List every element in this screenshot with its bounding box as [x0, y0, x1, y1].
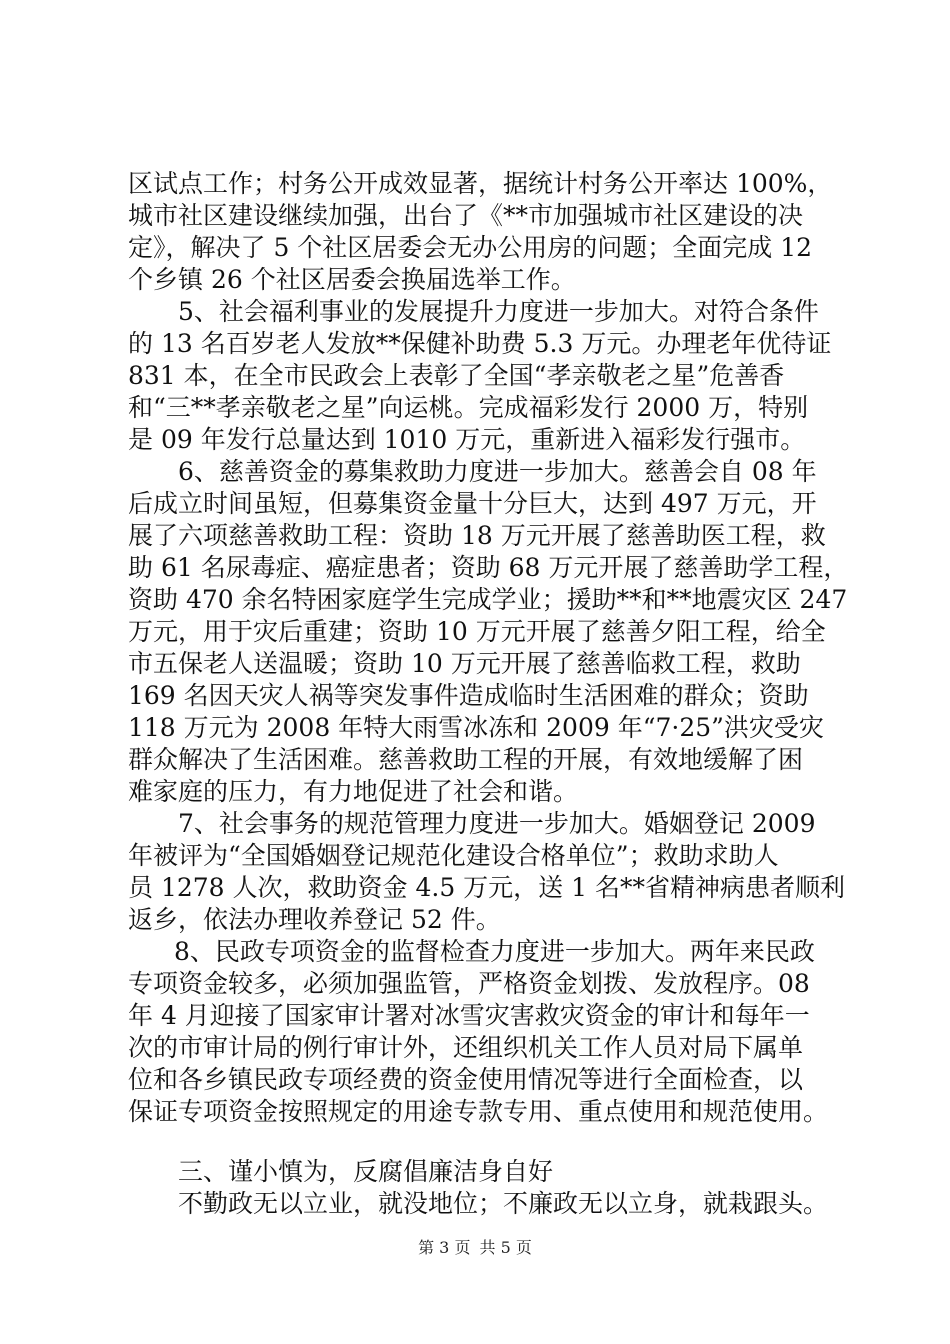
text-line: 城市社区建设继续加强，出台了《**市加强城市社区建设的决	[128, 201, 804, 230]
text-line: 169 名因天灾人祸等突发事件造成临时生活困难的群众；资助	[128, 681, 809, 710]
text-line: 区试点工作；村务公开成效显著，据统计村务公开率达 100%，	[128, 169, 833, 198]
paragraph-start: 不勤政无以立业，就没地位；不廉政无以立身，就栽跟头。	[178, 1189, 829, 1218]
text-line: 个乡镇 26 个社区居委会换届选举工作。	[128, 265, 576, 294]
text-line: 位和各乡镇民政专项经费的资金使用情况等进行全面检查，以	[128, 1065, 804, 1094]
text-line: 保证专项资金按照规定的用途专款专用、重点使用和规范使用。	[128, 1097, 829, 1126]
text-line: 市五保老人送温暖；资助 10 万元开展了慈善临救工程，救助	[128, 649, 801, 678]
text-line: 员 1278 人次，救助资金 4.5 万元，送 1 名**省精神病患者顺利	[128, 873, 845, 902]
page-number: 第 3 页	[418, 1238, 471, 1257]
text-line: 资助 470 余名特困家庭学生完成学业；援助**和**地震灾区 247	[128, 585, 848, 614]
text-line: 定》，解决了 5 个社区居委会无办公用房的问题；全面完成 12	[128, 233, 813, 262]
text-line: 展了六项慈善救助工程：资助 18 万元开展了慈善助医工程，救	[128, 521, 826, 550]
page-footer	[0, 1238, 950, 1258]
text-line: 专项资金较多，必须加强监管，严格资金划拨、发放程序。08	[128, 969, 810, 998]
paragraph-7-start: 7、社会事务的规范管理力度进一步加大。婚姻登记 2009	[178, 809, 816, 838]
text-line: 返乡，依法办理收养登记 52 件。	[128, 905, 501, 934]
text-line: 118 万元为 2008 年特大雨雪冰冻和 2009 年“7·25”洪灾受灾	[128, 713, 824, 742]
text-line: 次的市审计局的例行审计外，还组织机关工作人员对局下属单	[128, 1033, 804, 1062]
paragraph-5-start: 5、社会福利事业的发展提升力度进一步加大。对符合条件	[178, 297, 819, 326]
text-line: 是 09 年发行总量达到 1010 万元，重新进入福彩发行强市。	[128, 425, 806, 454]
text-line: 831 本，在全市民政会上表彰了全国“孝亲敬老之星”危善香	[128, 361, 785, 390]
page-total: 共 5 页	[479, 1238, 532, 1257]
text-line: 年被评为“全国婚姻登记规范化建设合格单位”；救助求助人	[128, 841, 779, 870]
paragraph-8-start: 8、民政专项资金的监督检查力度进一步加大。两年来民政	[174, 937, 815, 966]
section-gap	[128, 1128, 858, 1156]
text-line: 万元，用于灾后重建；资助 10 万元开展了慈善夕阳工程，给全	[128, 617, 826, 646]
text-line: 群众解决了生活困难。慈善救助工程的开展，有效地缓解了困	[128, 745, 804, 774]
text-line: 年 4 月迎接了国家审计署对冰雪灾害救灾资金的审计和每年一	[128, 1001, 810, 1030]
paragraph-6-start: 6、慈善资金的募集救助力度进一步加大。慈善会自 08 年	[178, 457, 817, 486]
text-line: 和“三**孝亲敬老之星”向运桃。完成福彩发行 2000 万，特别	[128, 393, 809, 422]
document-body	[128, 168, 858, 1220]
text-line: 后成立时间虽短，但募集资金量十分巨大，达到 497 万元，开	[128, 489, 817, 518]
text-line: 的 13 名百岁老人发放**保健补助费 5.3 万元。办理老年优待证	[128, 329, 832, 358]
text-line: 难家庭的压力，有力地促进了社会和谐。	[128, 777, 579, 806]
text-line: 助 61 名尿毒症、癌症患者；资助 68 万元开展了慈善助学工程，	[128, 553, 849, 582]
section-heading: 三、谨小慎为，反腐倡廉洁身自好	[178, 1157, 554, 1186]
